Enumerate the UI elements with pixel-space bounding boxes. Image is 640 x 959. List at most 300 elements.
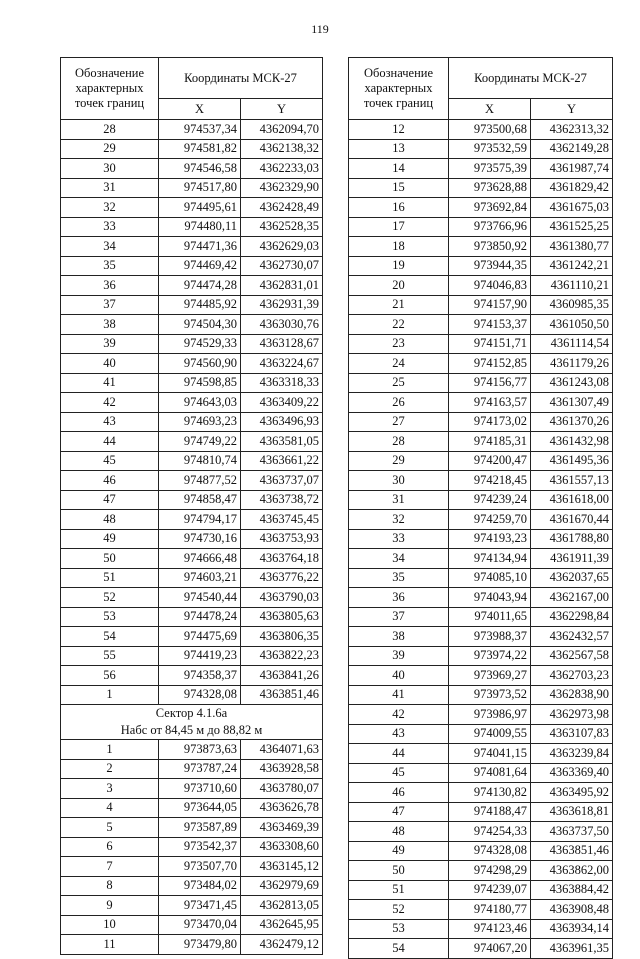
x-coordinate-cell: 973944,35 (449, 256, 531, 276)
y-coordinate-cell: 4362479,12 (241, 935, 323, 955)
x-coordinate-cell: 974471,36 (159, 237, 241, 257)
y-coordinate-cell: 4363908,48 (531, 900, 613, 920)
point-number-cell: 1 (61, 740, 159, 760)
y-coordinate-cell: 4363822,23 (241, 646, 323, 666)
x-coordinate-cell: 974200,47 (449, 451, 531, 471)
x-coordinate-cell: 974877,52 (159, 471, 241, 491)
y-coordinate-cell: 4363308,60 (241, 837, 323, 857)
table-row (61, 490, 323, 510)
x-coordinate-cell: 974666,48 (159, 549, 241, 569)
y-coordinate-cell: 4363626,78 (241, 798, 323, 818)
table-row (349, 919, 613, 939)
point-number-cell: 42 (349, 705, 449, 725)
point-number-cell: 5 (61, 818, 159, 838)
point-number-cell: 15 (349, 178, 449, 198)
y-coordinate-cell: 4361114,54 (531, 334, 613, 354)
x-coordinate-cell: 974328,08 (449, 841, 531, 861)
table-row (61, 198, 323, 218)
point-number-cell: 23 (349, 334, 449, 354)
y-coordinate-cell: 4363928,58 (241, 759, 323, 779)
x-column-header: X (159, 99, 241, 120)
y-coordinate-cell: 4361788,80 (531, 529, 613, 549)
table-row (61, 666, 323, 686)
point-number-cell: 45 (61, 451, 159, 471)
y-coordinate-cell: 4360985,35 (531, 295, 613, 315)
table-row (61, 354, 323, 374)
section-title-cell (61, 705, 323, 740)
y-coordinate-cell: 4363469,39 (241, 818, 323, 838)
point-number-cell: 35 (349, 568, 449, 588)
table-row (349, 705, 613, 725)
point-number-cell: 32 (349, 510, 449, 530)
x-column-header: X (449, 99, 531, 120)
point-number-cell: 31 (349, 490, 449, 510)
y-coordinate-cell: 4363745,45 (241, 510, 323, 530)
table-row (349, 822, 613, 842)
point-number-cell: 47 (61, 490, 159, 510)
point-number-cell: 53 (349, 919, 449, 939)
point-number-cell: 31 (61, 178, 159, 198)
y-coordinate-cell: 4361432,98 (531, 432, 613, 452)
table-row (349, 315, 613, 335)
table-row (61, 432, 323, 452)
point-number-cell: 41 (349, 685, 449, 705)
table-row (61, 837, 323, 857)
x-coordinate-cell: 973587,89 (159, 818, 241, 838)
point-number-cell: 46 (349, 783, 449, 803)
x-coordinate-cell: 974011,65 (449, 607, 531, 627)
point-number-cell: 9 (61, 896, 159, 916)
x-coordinate-cell: 974254,33 (449, 822, 531, 842)
y-column-header: Y (241, 99, 323, 120)
point-number-cell: 45 (349, 763, 449, 783)
x-coordinate-cell: 974188,47 (449, 802, 531, 822)
x-coordinate-cell: 974180,77 (449, 900, 531, 920)
y-coordinate-cell: 4363145,12 (241, 857, 323, 877)
table-row (61, 120, 323, 140)
point-number-cell: 20 (349, 276, 449, 296)
table-row (349, 412, 613, 432)
table-row (349, 607, 613, 627)
y-coordinate-cell: 4361243,08 (531, 373, 613, 393)
coordinates-system-header: Координаты МСК-27 (159, 58, 323, 99)
y-coordinate-cell: 4361495,36 (531, 451, 613, 471)
point-number-cell: 4 (61, 798, 159, 818)
point-number-cell: 39 (61, 334, 159, 354)
table-row (61, 549, 323, 569)
y-coordinate-cell: 4362813,05 (241, 896, 323, 916)
x-coordinate-cell: 973850,92 (449, 237, 531, 257)
y-coordinate-cell: 4361525,25 (531, 217, 613, 237)
table-row (61, 876, 323, 896)
x-coordinate-cell: 974298,29 (449, 861, 531, 881)
table-row (349, 724, 613, 744)
y-coordinate-cell: 4362730,07 (241, 256, 323, 276)
point-number-cell: 36 (61, 276, 159, 296)
table-row (61, 373, 323, 393)
point-number-cell: 50 (61, 549, 159, 569)
y-coordinate-cell: 4362629,03 (241, 237, 323, 257)
y-coordinate-cell: 4361618,00 (531, 490, 613, 510)
x-coordinate-cell: 974041,15 (449, 744, 531, 764)
y-coordinate-cell: 4361380,77 (531, 237, 613, 257)
left-table-body (61, 120, 323, 705)
x-coordinate-cell: 974693,23 (159, 412, 241, 432)
y-coordinate-cell: 4363661,22 (241, 451, 323, 471)
y-column-header: Y (531, 99, 613, 120)
point-number-cell: 30 (349, 471, 449, 491)
x-coordinate-cell: 974157,90 (449, 295, 531, 315)
coordinates-table-right (348, 57, 613, 959)
table-row (61, 412, 323, 432)
table-row (61, 627, 323, 647)
x-coordinate-cell: 974529,33 (159, 334, 241, 354)
table-row (61, 759, 323, 779)
table-row (61, 256, 323, 276)
point-number-cell: 38 (349, 627, 449, 647)
x-coordinate-cell: 973766,96 (449, 217, 531, 237)
y-coordinate-cell: 4363128,67 (241, 334, 323, 354)
y-coordinate-cell: 4363618,81 (531, 802, 613, 822)
section-header (61, 705, 323, 740)
y-coordinate-cell: 4363806,35 (241, 627, 323, 647)
x-coordinate-cell: 973628,88 (449, 178, 531, 198)
x-coordinate-cell: 974163,57 (449, 393, 531, 413)
point-number-cell: 36 (349, 588, 449, 608)
x-coordinate-cell: 974156,77 (449, 373, 531, 393)
point-number-cell: 48 (61, 510, 159, 530)
table-row (61, 295, 323, 315)
section-title: Сектор 4.1.6а (155, 706, 228, 720)
point-number-cell: 16 (349, 198, 449, 218)
point-number-cell: 49 (349, 841, 449, 861)
table-row (61, 276, 323, 296)
table-row (349, 354, 613, 374)
table-row (349, 861, 613, 881)
y-coordinate-cell: 4363737,50 (531, 822, 613, 842)
x-coordinate-cell: 974328,08 (159, 685, 241, 705)
point-number-cell: 28 (349, 432, 449, 452)
x-coordinate-cell: 973507,70 (159, 857, 241, 877)
x-coordinate-cell: 974598,85 (159, 373, 241, 393)
table-row (349, 432, 613, 452)
y-coordinate-cell: 4363224,67 (241, 354, 323, 374)
table-row (349, 900, 613, 920)
point-number-cell: 56 (61, 666, 159, 686)
point-number-cell: 10 (61, 915, 159, 935)
y-coordinate-cell: 4362167,00 (531, 588, 613, 608)
table-row (349, 783, 613, 803)
y-coordinate-cell: 4361987,74 (531, 159, 613, 179)
table-row (61, 159, 323, 179)
table-row (61, 334, 323, 354)
x-coordinate-cell: 974643,03 (159, 393, 241, 413)
table-row (61, 798, 323, 818)
x-coordinate-cell: 973532,59 (449, 139, 531, 159)
table-row (349, 763, 613, 783)
point-number-cell: 48 (349, 822, 449, 842)
point-number-cell: 29 (349, 451, 449, 471)
table-row (349, 646, 613, 666)
table-row (349, 295, 613, 315)
point-number-cell: 25 (349, 373, 449, 393)
point-number-cell: 38 (61, 315, 159, 335)
x-coordinate-cell: 973484,02 (159, 876, 241, 896)
y-coordinate-cell: 4363934,14 (531, 919, 613, 939)
point-number-cell: 43 (349, 724, 449, 744)
point-number-cell: 34 (349, 549, 449, 569)
x-coordinate-cell: 974475,69 (159, 627, 241, 647)
point-number-cell: 43 (61, 412, 159, 432)
point-number-cell: 51 (61, 568, 159, 588)
table-row (349, 510, 613, 530)
table-row (349, 588, 613, 608)
y-coordinate-cell: 4361829,42 (531, 178, 613, 198)
table-row (61, 510, 323, 530)
x-coordinate-cell: 974469,42 (159, 256, 241, 276)
table-row (349, 471, 613, 491)
y-coordinate-cell: 4361675,03 (531, 198, 613, 218)
y-coordinate-cell: 4361110,21 (531, 276, 613, 296)
y-coordinate-cell: 4363862,00 (531, 861, 613, 881)
table-row (61, 740, 323, 760)
y-coordinate-cell: 4363369,40 (531, 763, 613, 783)
table-row (349, 802, 613, 822)
y-coordinate-cell: 4363776,22 (241, 568, 323, 588)
point-number-cell: 13 (349, 139, 449, 159)
x-coordinate-cell: 974193,23 (449, 529, 531, 549)
table-row (61, 935, 323, 955)
point-number-cell: 14 (349, 159, 449, 179)
x-coordinate-cell: 974239,07 (449, 880, 531, 900)
point-number-cell: 28 (61, 120, 159, 140)
point-number-cell: 1 (61, 685, 159, 705)
y-coordinate-cell: 4362037,65 (531, 568, 613, 588)
x-coordinate-cell: 973575,39 (449, 159, 531, 179)
table-row (61, 529, 323, 549)
y-coordinate-cell: 4363409,22 (241, 393, 323, 413)
point-number-cell: 12 (349, 120, 449, 140)
y-coordinate-cell: 4361179,26 (531, 354, 613, 374)
table-row (349, 666, 613, 686)
x-coordinate-cell: 974046,83 (449, 276, 531, 296)
y-coordinate-cell: 4361307,49 (531, 393, 613, 413)
table-row (349, 217, 613, 237)
x-coordinate-cell: 974749,22 (159, 432, 241, 452)
point-number-cell: 37 (349, 607, 449, 627)
point-number-cell: 49 (61, 529, 159, 549)
x-coordinate-cell: 974239,24 (449, 490, 531, 510)
point-number-cell: 50 (349, 861, 449, 881)
table-row (61, 646, 323, 666)
table-row (61, 139, 323, 159)
point-number-cell: 55 (61, 646, 159, 666)
point-number-cell: 51 (349, 880, 449, 900)
table-row (349, 178, 613, 198)
y-coordinate-cell: 4361670,44 (531, 510, 613, 530)
table-row (349, 529, 613, 549)
x-coordinate-cell: 974546,58 (159, 159, 241, 179)
x-coordinate-cell: 974067,20 (449, 939, 531, 959)
table-row (61, 451, 323, 471)
y-coordinate-cell: 4362645,95 (241, 915, 323, 935)
table-row (349, 549, 613, 569)
point-number-cell: 47 (349, 802, 449, 822)
x-coordinate-cell: 973710,60 (159, 779, 241, 799)
y-coordinate-cell: 4361557,13 (531, 471, 613, 491)
y-coordinate-cell: 4362831,01 (241, 276, 323, 296)
point-number-cell: 8 (61, 876, 159, 896)
y-coordinate-cell: 4362094,70 (241, 120, 323, 140)
table-row (61, 315, 323, 335)
x-coordinate-cell: 974081,64 (449, 763, 531, 783)
table-row (349, 373, 613, 393)
y-coordinate-cell: 4362703,23 (531, 666, 613, 686)
x-coordinate-cell: 973542,37 (159, 837, 241, 857)
table-row (349, 451, 613, 471)
x-coordinate-cell: 974485,92 (159, 295, 241, 315)
y-coordinate-cell: 4363737,07 (241, 471, 323, 491)
y-coordinate-cell: 4362931,39 (241, 295, 323, 315)
y-coordinate-cell: 4362432,57 (531, 627, 613, 647)
point-number-cell: 18 (349, 237, 449, 257)
x-coordinate-cell: 974153,37 (449, 315, 531, 335)
x-coordinate-cell: 974540,44 (159, 588, 241, 608)
table-row (61, 393, 323, 413)
table-row (349, 334, 613, 354)
point-number-cell: 33 (61, 217, 159, 237)
point-number-cell: 42 (61, 393, 159, 413)
point-number-cell: 41 (61, 373, 159, 393)
y-coordinate-cell: 4362567,58 (531, 646, 613, 666)
section-table-body (61, 740, 323, 955)
x-coordinate-cell: 974603,21 (159, 568, 241, 588)
point-number-cell: 22 (349, 315, 449, 335)
page-number: 119 (311, 22, 329, 36)
table-row (61, 896, 323, 916)
point-number-cell: 52 (61, 588, 159, 608)
table-row (349, 627, 613, 647)
section-subtitle: Набс от 84,45 м до 88,82 м (120, 723, 263, 737)
point-number-cell: 34 (61, 237, 159, 257)
point-number-cell: 54 (349, 939, 449, 959)
x-coordinate-cell: 974537,34 (159, 120, 241, 140)
x-coordinate-cell: 974173,02 (449, 412, 531, 432)
y-coordinate-cell: 4363030,76 (241, 315, 323, 335)
x-coordinate-cell: 974495,61 (159, 198, 241, 218)
y-coordinate-cell: 4362138,32 (241, 139, 323, 159)
x-coordinate-cell: 973988,37 (449, 627, 531, 647)
point-number-cell: 29 (61, 139, 159, 159)
point-number-cell: 21 (349, 295, 449, 315)
table-row (61, 779, 323, 799)
point-number-cell: 19 (349, 256, 449, 276)
y-coordinate-cell: 4362313,32 (531, 120, 613, 140)
table-row (349, 159, 613, 179)
x-coordinate-cell: 974730,16 (159, 529, 241, 549)
x-coordinate-cell: 973969,27 (449, 666, 531, 686)
table-row (349, 685, 613, 705)
y-coordinate-cell: 4363805,63 (241, 607, 323, 627)
table-row (61, 607, 323, 627)
point-number-cell: 32 (61, 198, 159, 218)
point-number-cell: 2 (61, 759, 159, 779)
x-coordinate-cell: 974560,90 (159, 354, 241, 374)
table-row (61, 588, 323, 608)
x-coordinate-cell: 973479,80 (159, 935, 241, 955)
x-coordinate-cell: 974218,45 (449, 471, 531, 491)
table-row (61, 915, 323, 935)
y-coordinate-cell: 4363851,46 (531, 841, 613, 861)
coordinates-system-header: Координаты МСК-27 (449, 58, 613, 99)
table-row (61, 857, 323, 877)
x-coordinate-cell: 973644,05 (159, 798, 241, 818)
y-coordinate-cell: 4362979,69 (241, 876, 323, 896)
x-coordinate-cell: 973973,52 (449, 685, 531, 705)
table-row (349, 393, 613, 413)
x-coordinate-cell: 974085,10 (449, 568, 531, 588)
table-row (61, 178, 323, 198)
y-coordinate-cell: 4363961,35 (531, 939, 613, 959)
table-row (61, 818, 323, 838)
x-coordinate-cell: 974358,37 (159, 666, 241, 686)
y-coordinate-cell: 4361050,50 (531, 315, 613, 335)
y-coordinate-cell: 4362838,90 (531, 685, 613, 705)
point-number-cell: 40 (349, 666, 449, 686)
point-number-cell: 17 (349, 217, 449, 237)
point-number-cell: 26 (349, 393, 449, 413)
y-coordinate-cell: 4363581,05 (241, 432, 323, 452)
y-coordinate-cell: 4363780,07 (241, 779, 323, 799)
x-coordinate-cell: 974478,24 (159, 607, 241, 627)
y-coordinate-cell: 4362149,28 (531, 139, 613, 159)
x-coordinate-cell: 974858,47 (159, 490, 241, 510)
table-row (61, 237, 323, 257)
point-number-cell: 30 (61, 159, 159, 179)
x-coordinate-cell: 974480,11 (159, 217, 241, 237)
y-coordinate-cell: 4361242,21 (531, 256, 613, 276)
x-coordinate-cell: 973986,97 (449, 705, 531, 725)
table-row (349, 568, 613, 588)
table-row (349, 490, 613, 510)
point-number-cell: 11 (61, 935, 159, 955)
point-number-cell: 27 (349, 412, 449, 432)
y-coordinate-cell: 4363239,84 (531, 744, 613, 764)
y-coordinate-cell: 4363790,03 (241, 588, 323, 608)
y-coordinate-cell: 4362233,03 (241, 159, 323, 179)
y-coordinate-cell: 4362298,84 (531, 607, 613, 627)
point-number-cell: 33 (349, 529, 449, 549)
x-coordinate-cell: 973500,68 (449, 120, 531, 140)
y-coordinate-cell: 4363107,83 (531, 724, 613, 744)
point-number-cell: 35 (61, 256, 159, 276)
x-coordinate-cell: 973974,22 (449, 646, 531, 666)
y-coordinate-cell: 4363495,92 (531, 783, 613, 803)
point-number-cell: 7 (61, 857, 159, 877)
y-coordinate-cell: 4363738,72 (241, 490, 323, 510)
x-coordinate-cell: 974009,55 (449, 724, 531, 744)
table-row (61, 685, 323, 705)
y-coordinate-cell: 4361370,26 (531, 412, 613, 432)
y-coordinate-cell: 4362973,98 (531, 705, 613, 725)
x-coordinate-cell: 974517,80 (159, 178, 241, 198)
coordinates-table-left (60, 57, 323, 955)
y-coordinate-cell: 4363496,93 (241, 412, 323, 432)
x-coordinate-cell: 974043,94 (449, 588, 531, 608)
x-coordinate-cell: 973692,84 (449, 198, 531, 218)
table-row (349, 276, 613, 296)
x-coordinate-cell: 974134,94 (449, 549, 531, 569)
